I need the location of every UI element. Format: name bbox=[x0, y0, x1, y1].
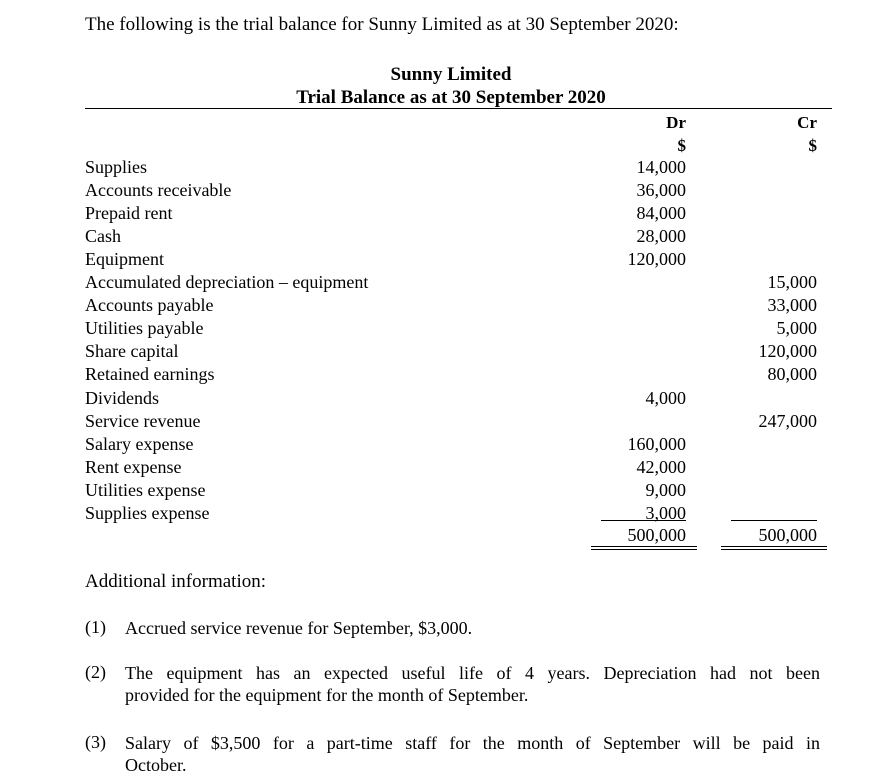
cr-total: 500,000 bbox=[758, 525, 817, 545]
dr-amount: 42,000 bbox=[636, 457, 686, 477]
cr-amount: 33,000 bbox=[767, 295, 817, 315]
dr-amount: 84,000 bbox=[636, 203, 686, 223]
cr-amount: 15,000 bbox=[767, 272, 817, 292]
account-name: Salary expense bbox=[85, 434, 194, 454]
dr-amount bbox=[600, 271, 686, 294]
company-name: Sunny Limited bbox=[390, 64, 512, 85]
cr-amount bbox=[730, 433, 817, 456]
account-name: Dividends bbox=[85, 388, 159, 408]
account-name: Equipment bbox=[85, 249, 164, 269]
note-3-line-2: October. bbox=[125, 755, 187, 775]
note-1-line-1: Accrued service revenue for September, $3,000. bbox=[125, 618, 473, 638]
cr-amount bbox=[730, 502, 817, 525]
cr-amount: 5,000 bbox=[776, 318, 817, 338]
note-1-text bbox=[125, 617, 820, 639]
account-name: Utilities payable bbox=[85, 318, 204, 338]
account-name: Supplies bbox=[85, 157, 148, 177]
account-name: Rent expense bbox=[85, 457, 182, 477]
account-name: Service revenue bbox=[85, 411, 201, 431]
account-name: Share capital bbox=[85, 341, 179, 361]
note-2-line-1: The equipment has an expected useful life of 4 years. Depreciation had not been bbox=[125, 663, 820, 683]
dr-amount: 4,000 bbox=[645, 388, 686, 408]
account-name: Cash bbox=[85, 226, 121, 246]
dr-amount bbox=[600, 363, 686, 386]
note-2-line-2: provided for the equipment for the month of September. bbox=[125, 685, 529, 705]
cr-amount bbox=[730, 456, 817, 479]
cr-amount bbox=[730, 387, 817, 410]
additional-info-heading: Additional information: bbox=[85, 571, 267, 592]
note-3-text bbox=[125, 732, 820, 776]
cr-amount: 247,000 bbox=[758, 411, 817, 431]
trial-balance-title: Trial Balance as at 30 September 2020 bbox=[296, 87, 606, 108]
dr-amount: 3,000 bbox=[645, 503, 686, 523]
dr-amount: 36,000 bbox=[636, 180, 686, 200]
note-3-number: (3) bbox=[85, 732, 106, 752]
dr-amount: 120,000 bbox=[627, 249, 686, 269]
account-name: Utilities expense bbox=[85, 480, 206, 500]
dr-amount: 28,000 bbox=[636, 226, 686, 246]
cr-amount bbox=[730, 156, 817, 179]
note-2-text bbox=[125, 662, 820, 706]
account-name: Supplies expense bbox=[85, 503, 210, 523]
cr-amount: 80,000 bbox=[767, 364, 817, 384]
dr-amount: 160,000 bbox=[627, 434, 686, 454]
dr-subtotal-rule bbox=[601, 520, 686, 521]
dr-amount bbox=[600, 340, 686, 363]
dr-amount bbox=[600, 294, 686, 317]
dr-amount bbox=[600, 410, 686, 433]
note-1-number: (1) bbox=[85, 617, 106, 637]
cr-amount: 120,000 bbox=[758, 341, 817, 361]
dr-total: 500,000 bbox=[627, 525, 686, 545]
dr-column-header: Dr bbox=[666, 113, 686, 132]
account-name: Accounts receivable bbox=[85, 180, 232, 200]
intro-text: The following is the trial balance for Sunny Limited as at 30 September 2020: bbox=[85, 14, 679, 35]
dr-total-double-rule bbox=[591, 546, 697, 550]
account-name: Accumulated depreciation – equipment bbox=[85, 272, 369, 292]
account-name: Prepaid rent bbox=[85, 203, 173, 223]
cr-amount bbox=[730, 248, 817, 271]
cr-amount bbox=[730, 479, 817, 502]
cr-subtotal-rule bbox=[731, 520, 817, 521]
account-name: Retained earnings bbox=[85, 364, 215, 384]
cr-amount bbox=[730, 225, 817, 248]
dr-amount: 14,000 bbox=[636, 157, 686, 177]
cr-amount bbox=[730, 202, 817, 225]
note-3-line-1: Salary of $3,500 for a part-time staff for the month of September will be paid in bbox=[125, 733, 820, 753]
dr-amount: 9,000 bbox=[645, 480, 686, 500]
cr-total-double-rule bbox=[721, 546, 827, 550]
account-name: Accounts payable bbox=[85, 295, 214, 315]
dr-amount bbox=[600, 317, 686, 340]
note-2-number: (2) bbox=[85, 662, 106, 682]
cr-column-header: Cr bbox=[797, 113, 817, 132]
cr-currency-label: $ bbox=[808, 136, 817, 155]
cr-amount bbox=[730, 179, 817, 202]
title-underline bbox=[85, 108, 832, 109]
dr-currency-label: $ bbox=[677, 136, 686, 155]
